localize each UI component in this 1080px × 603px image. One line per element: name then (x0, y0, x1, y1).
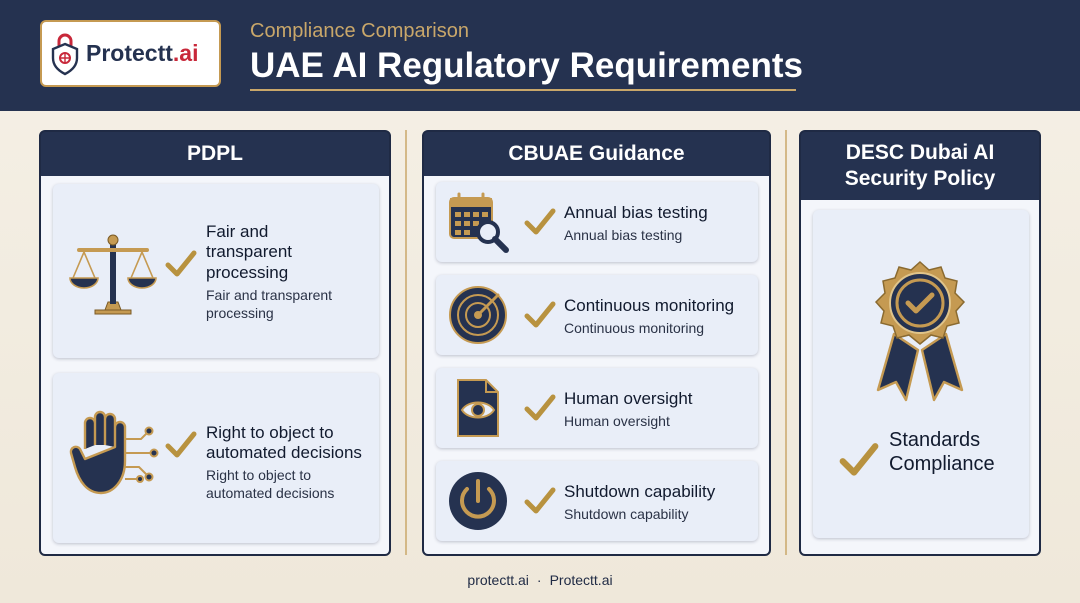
requirement-card (53, 373, 379, 543)
requirement-label: Continuous monitoring (564, 296, 735, 315)
scales-of-justice-icon (67, 226, 159, 318)
requirement-label: Right to object to automated decisions (206, 423, 362, 463)
requirement-card (436, 461, 758, 541)
brand-logo (40, 20, 221, 87)
requirement-detail: Shutdown capability (564, 506, 689, 522)
footer (0, 572, 1080, 588)
requirement-label: Annual bias testing (564, 203, 708, 222)
header-bar (0, 0, 1080, 111)
logo-wordmark: Protectt (86, 40, 173, 66)
checkmark-icon (165, 250, 197, 278)
requirement-card (53, 184, 379, 358)
requirement-label: Shutdown capability (564, 482, 716, 501)
shield-lock-icon (50, 32, 80, 76)
requirement-card (436, 368, 758, 448)
calendar-magnifier-icon (446, 190, 510, 254)
footer-brand: Protectt.ai (549, 572, 613, 588)
title-underline (250, 89, 796, 91)
requirement-detail: Annual bias testing (564, 227, 683, 243)
panel-pdpl (39, 130, 391, 556)
footer-separator: · (536, 572, 542, 588)
logo-suffix: .ai (172, 40, 199, 66)
requirement-card (436, 275, 758, 355)
page-title: UAE AI Regulatory Requirements (250, 46, 803, 85)
requirement-detail: Fair and transparent processing (206, 287, 333, 321)
checkmark-icon (524, 208, 556, 236)
requirement-card (813, 210, 1029, 538)
footer-link[interactable]: protectt.ai (467, 572, 529, 588)
panel-title: PDPL (186, 141, 243, 165)
checkmark-icon (524, 301, 556, 329)
requirement-label: Fair and transparent processing (206, 222, 292, 282)
requirement-detail: Continuous monitoring (564, 320, 705, 336)
document-eye-icon (446, 376, 510, 440)
panel-title: CBUAE Guidance (508, 141, 685, 165)
checkmark-icon (524, 394, 556, 422)
panel-desc (799, 130, 1041, 556)
requirement-detail: Right to object to automated decisions (206, 467, 335, 501)
requirement-detail: Human oversight (564, 413, 670, 429)
hand-circuit-icon (67, 409, 159, 501)
panel-cbuae (422, 130, 771, 556)
checkmark-icon (839, 442, 879, 478)
panel-title: DESC Dubai AI Security Policy (844, 140, 996, 190)
requirement-card (436, 182, 758, 262)
radar-icon (446, 283, 510, 347)
requirement-label: Human oversight (564, 389, 693, 408)
page-subtitle: Compliance Comparison (250, 20, 469, 42)
award-badge-icon (860, 258, 980, 408)
power-icon (446, 469, 510, 533)
requirement-label: Standards Compliance (889, 429, 995, 475)
checkmark-icon (524, 487, 556, 515)
column-divider (405, 130, 407, 555)
checkmark-icon (165, 431, 197, 459)
column-divider (785, 130, 787, 555)
